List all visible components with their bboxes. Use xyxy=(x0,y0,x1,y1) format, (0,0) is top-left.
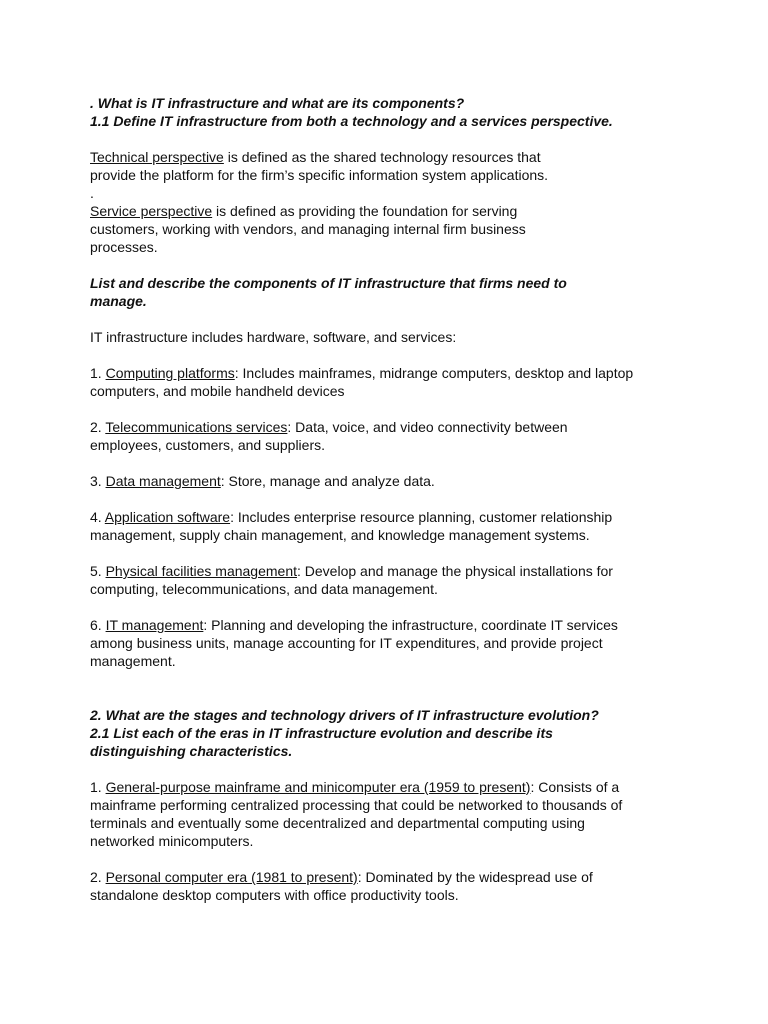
component-item-6-line-2: among business units, manage accounting for IT expenditures, and provide project xyxy=(90,635,603,651)
era-item-1-line-2: mainframe performing centralized processing that could be networked to thousands of xyxy=(90,797,623,813)
service-perspective-line-2: customers, working with vendors, and managing internal firm business xyxy=(90,221,526,237)
component-term: Computing platforms xyxy=(105,365,235,381)
era-item-1: 1. General-purpose mainframe and minicomputer era (1959 to present): Consists of a xyxy=(90,779,620,795)
components-heading-line-2: manage. xyxy=(90,293,147,309)
technical-perspective-line-2: provide the platform for the firm’s specific information system applications. xyxy=(90,167,549,183)
component-item-2-line-2: employees, customers, and suppliers. xyxy=(90,437,325,453)
component-term: Telecommunications services xyxy=(105,419,288,435)
component-item-5: 5. Physical facilities management: Develop and manage the physical installations for xyxy=(90,563,613,579)
question-2-1-subtitle: 2.1 List each of the eras in IT infrastructure evolution and describe its xyxy=(90,725,553,741)
era-term: Personal computer era (1981 to present) xyxy=(105,869,358,885)
question-1-title: . What is IT infrastructure and what are its components? xyxy=(90,95,465,111)
component-item-1: 1. Computing platforms: Includes mainframes, midrange computers, desktop and laptop xyxy=(90,365,634,381)
era-item-1-line-4: networked minicomputers. xyxy=(90,833,254,849)
component-item-3: 3. Data management: Store, manage and analyze data. xyxy=(90,473,435,489)
component-item-4-line-2: management, supply chain management, and knowledge management systems. xyxy=(90,527,590,543)
component-item-2: 2. Telecommunications services: Data, voice, and video connectivity between xyxy=(90,419,568,435)
technical-perspective-paragraph: Technical perspective is defined as the shared technology resources that xyxy=(90,149,541,165)
service-perspective-paragraph: Service perspective is defined as providing the foundation for serving xyxy=(90,203,518,219)
components-heading: List and describe the components of IT infrastructure that firms need to xyxy=(90,275,567,291)
question-1-1-subtitle: 1.1 Define IT infrastructure from both a technology and a services perspective. xyxy=(90,113,613,129)
era-item-1-line-3: terminals and eventually some decentralized and departmental computing using xyxy=(90,815,585,831)
document-body xyxy=(90,94,690,904)
component-item-1-line-2: computers, and mobile handheld devices xyxy=(90,383,345,399)
components-intro: IT infrastructure includes hardware, software, and services: xyxy=(90,329,457,345)
component-term: Physical facilities management xyxy=(105,563,297,579)
component-item-6: 6. IT management: Planning and developing the infrastructure, coordinate IT services xyxy=(90,617,618,633)
component-term: Data management xyxy=(105,473,221,489)
component-item-6-line-3: management. xyxy=(90,653,176,669)
question-2-title: 2. What are the stages and technology drivers of IT infrastructure evolution? xyxy=(90,707,599,723)
service-perspective-term: Service perspective xyxy=(90,203,213,219)
technical-perspective-term: Technical perspective xyxy=(90,149,224,165)
era-item-2-line-2: standalone desktop computers with office productivity tools. xyxy=(90,887,459,903)
question-2-1-subtitle-line-2: distinguishing characteristics. xyxy=(90,743,293,759)
component-item-4: 4. Application software: Includes enterprise resource planning, customer relationship xyxy=(90,509,613,525)
component-term: IT management xyxy=(105,617,204,633)
era-item-2: 2. Personal computer era (1981 to present): Dominated by the widespread use of xyxy=(90,869,593,885)
component-term: Application software xyxy=(104,509,231,525)
era-term: General-purpose mainframe and minicomputer era (1959 to present) xyxy=(105,779,531,795)
service-perspective-line-3: processes. xyxy=(90,239,158,255)
stray-dot: . xyxy=(90,185,94,201)
component-item-5-line-2: computing, telecommunications, and data management. xyxy=(90,581,438,597)
